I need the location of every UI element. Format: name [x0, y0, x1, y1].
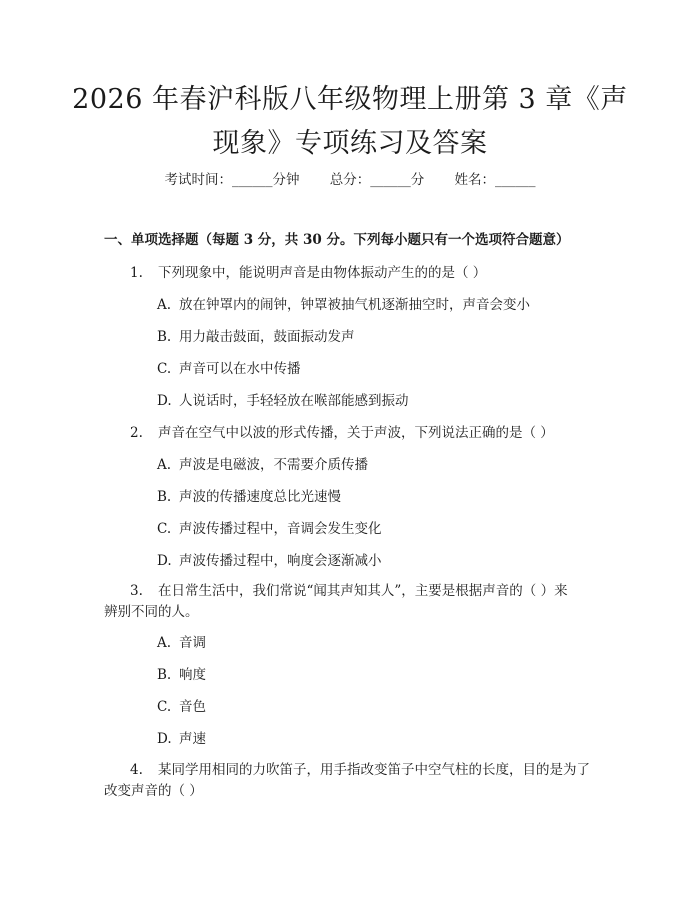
option-text: 音色 [179, 699, 206, 715]
option-text: 用力敲击鼓面，鼓面振动发声 [179, 329, 355, 345]
option-text: 放在钟罩内的闹钟，钟罩被抽气机逐渐抽空时，声音会变小 [179, 297, 530, 313]
question-text: 声音在空气中以波的形式传播，关于声波，下列说法正确的是（ ） [158, 425, 554, 441]
option-text: 音调 [179, 635, 206, 651]
option-1c [157, 359, 301, 379]
option-text: 声波是电磁波，不需要介质传播 [179, 457, 368, 473]
question-text-line-2: 辨别不同的人。 [104, 604, 199, 620]
option-text: 人说话时，手轻轻放在喉部能感到振动 [179, 393, 409, 409]
question-number: 1. [130, 265, 143, 281]
question-text-line-1: 在日常生活中，我们常说“闻其声知其人”，主要是根据声音的（ ）来 [158, 583, 568, 599]
option-3b [157, 665, 206, 685]
option-letter: D. [157, 731, 172, 747]
option-1a [157, 295, 530, 315]
option-2d [157, 551, 382, 571]
option-letter: A. [157, 297, 172, 313]
option-letter: A. [157, 635, 172, 651]
question-4-continuation [104, 781, 203, 801]
exam-time-field: 考试时间：______分钟 [164, 172, 300, 188]
total-score-field: 总分：______分 [329, 172, 425, 188]
question-text-line-1: 某同学用相同的力吹笛子，用手指改变笛子中空气柱的长度，目的是为了 [158, 762, 590, 778]
student-name-field: 姓名：______ [454, 172, 536, 188]
question-text: 下列现象中，能说明声音是由物体振动产生的的是（ ） [158, 265, 487, 281]
question-4 [130, 760, 590, 780]
exam-meta [0, 170, 700, 190]
question-number: 2. [130, 425, 143, 441]
question-3 [130, 581, 568, 601]
option-text: 声波传播过程中，响度会逐渐减小 [179, 553, 382, 569]
option-2c [157, 519, 382, 539]
section-heading: 一、单项选择题（每题 3 分，共 30 分。下列每小题只有一个选项符合题意） [104, 232, 570, 248]
option-3c [157, 697, 206, 717]
option-1b [157, 327, 355, 347]
option-text: 声音可以在水中传播 [179, 361, 301, 377]
question-number: 3. [130, 583, 143, 599]
option-letter: A. [157, 457, 172, 473]
option-2a [157, 455, 368, 475]
option-letter: C. [157, 699, 172, 715]
title-line-1: 2026 年春沪科版八年级物理上册第 3 章《声 [72, 84, 628, 115]
option-letter: D. [157, 553, 172, 569]
option-letter: B. [157, 489, 172, 505]
option-text: 声波的传播速度总比光速慢 [179, 489, 341, 505]
option-text: 响度 [179, 667, 206, 683]
option-letter: C. [157, 361, 172, 377]
question-3-continuation [104, 602, 199, 622]
option-letter: C. [157, 521, 172, 537]
question-text-line-2: 改变声音的（ ） [104, 783, 203, 799]
option-text: 声速 [179, 731, 206, 747]
option-1d [157, 391, 409, 411]
question-1 [130, 263, 486, 283]
option-2b [157, 487, 341, 507]
option-text: 声波传播过程中，音调会发生变化 [179, 521, 382, 537]
document-title [60, 78, 640, 166]
option-letter: B. [157, 329, 172, 345]
title-line-2: 现象》专项练习及答案 [212, 128, 488, 159]
question-number: 4. [130, 762, 143, 778]
question-2 [130, 423, 554, 443]
option-3d [157, 729, 206, 749]
option-letter: D. [157, 393, 172, 409]
option-3a [157, 633, 206, 653]
option-letter: B. [157, 667, 172, 683]
